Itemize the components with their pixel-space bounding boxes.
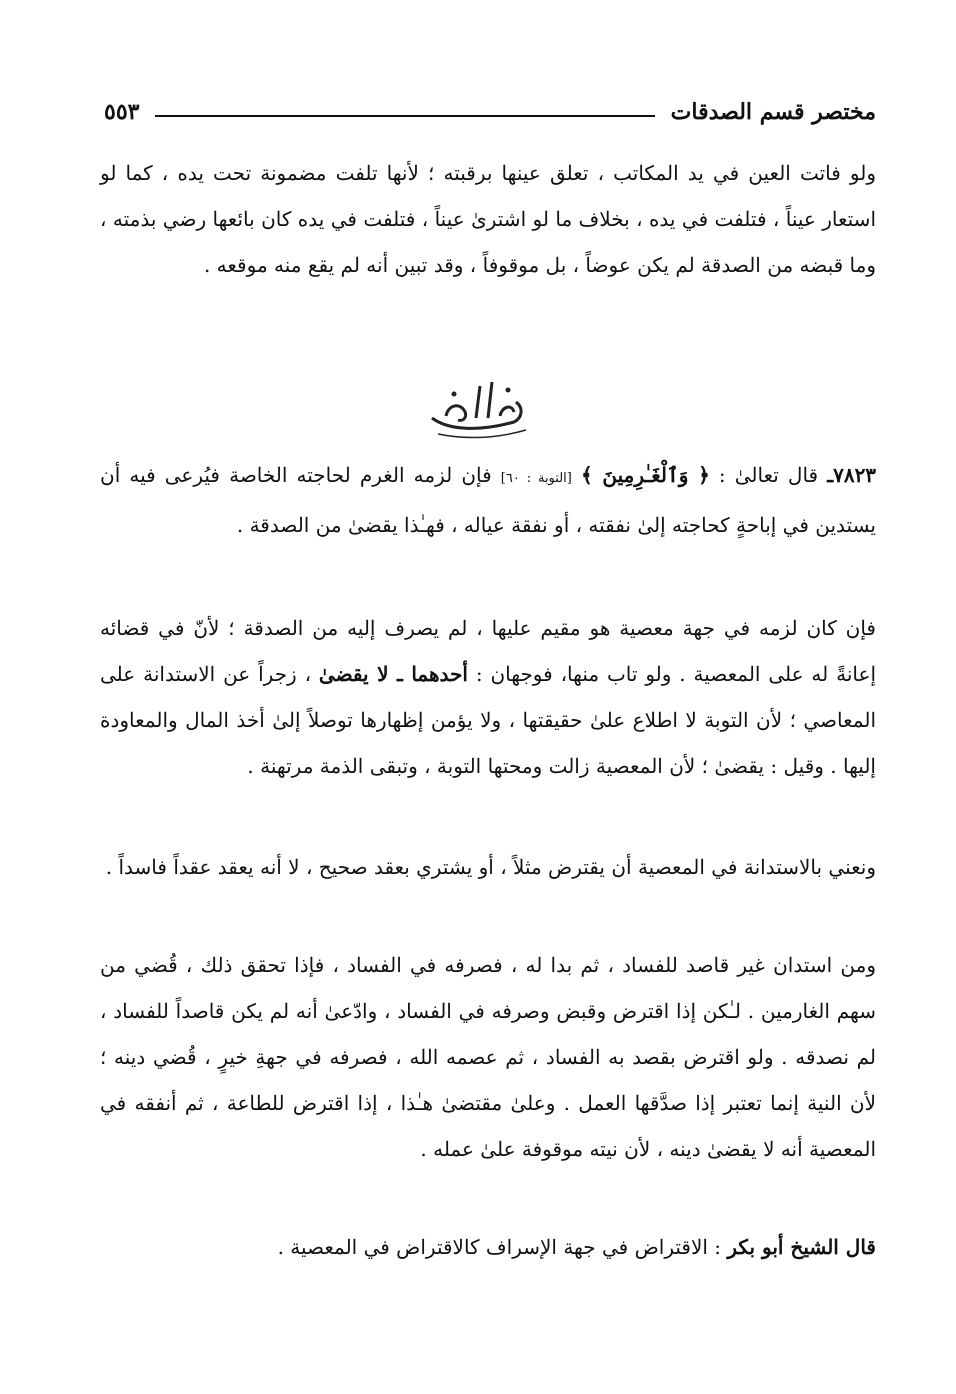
- paragraph-6-text: : الاقتراض في جهة الإسراف كالاقتراض في المعصية .: [277, 1235, 722, 1259]
- paragraph-3: [100, 605, 904, 789]
- paragraph-4-text: ونعني بالاستدانة في المعصية أن يقترض مثلاً ، أو يشتري بعقد صحيح ، لا أنه يعقد عقداً فاسداً .: [105, 855, 876, 879]
- fasl-calligraphy-icon: [418, 372, 538, 442]
- paragraph-2: [100, 452, 876, 548]
- page-number: ٥٥٣: [104, 99, 140, 125]
- paragraph-2-rest: فإن لزمه الغرم لحاجته الخاصة فيُرعى فيه أن يستدين في إباحةٍ كحاجته إلىٰ نفقته ، أو نفقة عياله ، فهـٰذا يقضىٰ من الصدقة .: [100, 463, 876, 537]
- paragraph-5: [100, 942, 904, 1172]
- quran-reference: [التوبة : ٦٠]: [500, 471, 572, 486]
- paragraph-3-before: فإن كان لزمه في جهة معصية هو مقيم عليها ، لم يصرف إليه من الصدقة ؛ لأنّ في قضائه إعانةً له على المعصية . ولو تاب منها، فوجهان :: [100, 616, 876, 686]
- paragraph-1: [100, 150, 904, 288]
- entry-number: ٧٨٢٣ـ: [827, 463, 877, 487]
- paragraph-6: [100, 1224, 904, 1270]
- quran-quote: ﴿ وَٱلْغَـٰرِمِينَ ﴾: [580, 463, 710, 487]
- paragraph-1-text: ولو فاتت العين في يد المكاتب ، تعلق عينها برقبته ؛ لأنها تلفت مضمونة تحت يده ، كما لو استعار عيناً ، فتلفت في يده ، بخلاف ما لو اشترىٰ عيناً ، فتلفت في يده كان بائعها رضي بذمته ، وما قبضه من الصدقة لم يكن عوضاً ، بل موقوفاً ، وقد تبين أنه لم يقع منه موقعه .: [100, 161, 876, 277]
- paragraph-3-after: ، زجراً عن الاستدانة على المعاصي ؛ لأن التوبة لا اطلاع علىٰ حقيقتها ، ولا يؤمن إظهارها توصلاً إلىٰ أخذ المال والمعاودة إليها . وقيل : يقضىٰ ؛ لأن المعصية زالت ومحتها التوبة ، وتبقى الذمة مرتهنة .: [100, 662, 876, 778]
- paragraph-5-text: ومن استدان غير قاصد للفساد ، ثم بدا له ، فصرفه في الفساد ، فإذا تحقق ذلك ، قُضي من سهم الغارمين . لـٰكن إذا اقترض وقبض وصرفه في الفساد ، وادّعىٰ أنه لم يكن قاصداً للفساد ، لم نصدقه . ولو اقترض بقصد به الفساد ، ثم عصمه الله ، فصرفه في جهةِ خيرٍ ، قُضي دينه ؛ لأن النية إنما تعتبر إذا صدَّقها العمل . وعلىٰ مقتضىٰ هـٰذا ، إذا اقترض للطاعة ، ثم أنفقه في المعصية أنه لا يقضىٰ دينه ، لأن نيته موقوفة علىٰ عمله .: [100, 953, 876, 1161]
- paragraph-4: [100, 844, 904, 890]
- section-ornament: [418, 372, 538, 442]
- paragraph-2-lead: قال تعالىٰ :: [718, 463, 819, 487]
- paragraph-3-bold: أحدهما ـ لا يقضىٰ: [318, 662, 468, 686]
- paragraph-6-bold: قال الشيخ أبو بكر: [727, 1235, 876, 1259]
- running-header: [104, 92, 876, 132]
- header-title: مختصر قسم الصدقات: [670, 99, 876, 125]
- header-rule: [155, 115, 654, 117]
